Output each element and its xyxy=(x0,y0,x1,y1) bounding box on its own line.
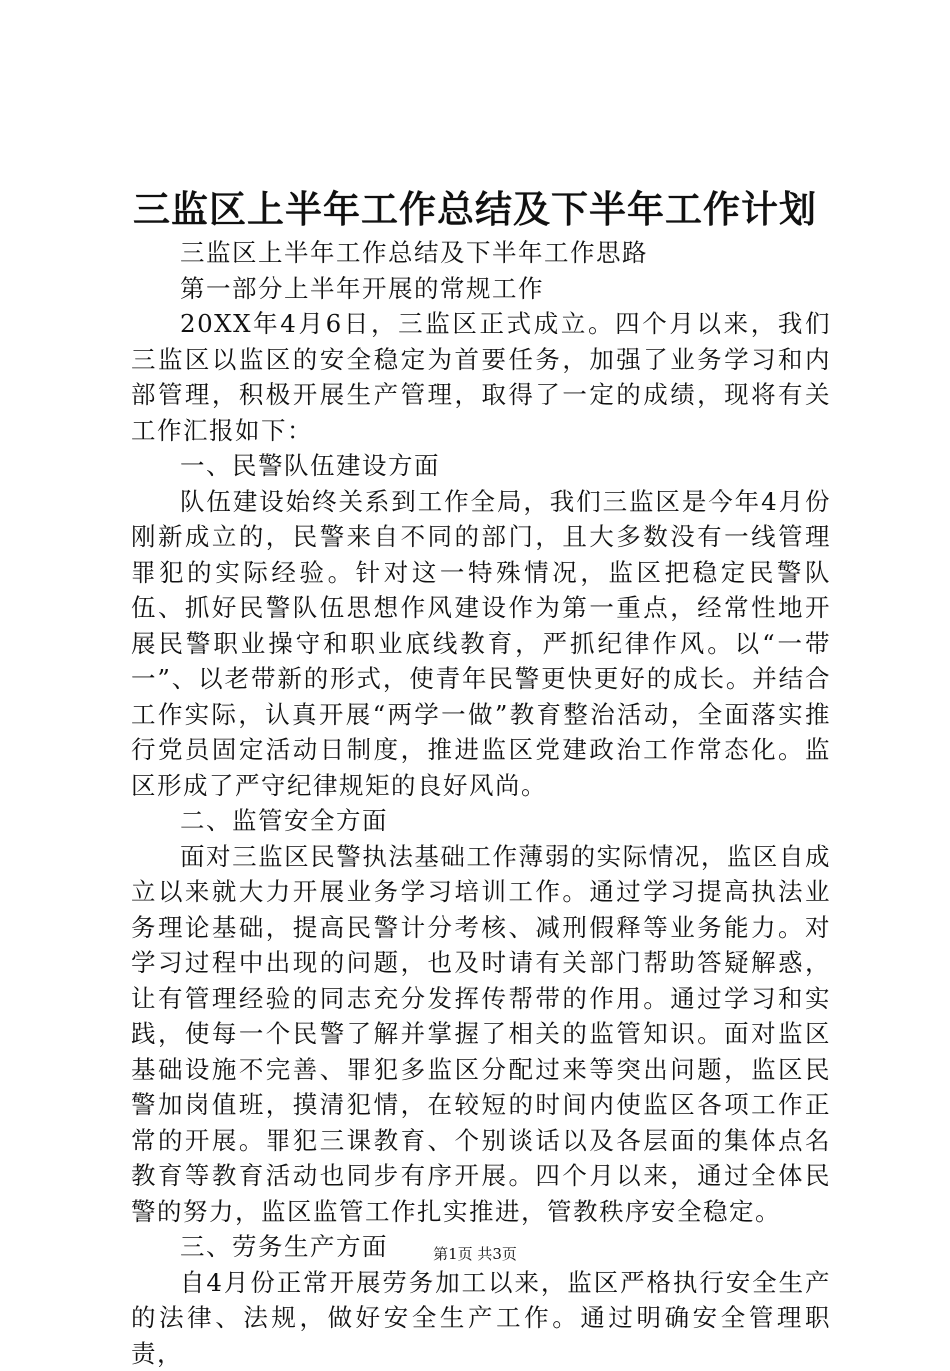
intro-paragraph: 20XX年4月6日，三监区正式成立。四个月以来，我们三监区以监区的安全稳定为首要任务，加强了业务学习和内部管理，积极开展生产管理，取得了一定的成绩，现将有关工作汇报如下： xyxy=(131,306,831,448)
document-body xyxy=(131,235,831,1371)
subtitle-paragraph: 三监区上半年工作总结及下半年工作思路 xyxy=(131,235,831,271)
section-paragraph-1: 队伍建设始终关系到工作全局，我们三监区是今年4月份刚新成立的，民警来自不同的部门，且大多数没有一线管理罪犯的实际经验。针对这一特殊情况，监区把稳定民警队伍、抓好民警队伍思想作风建设作为第一重点，经常性地开展民警职业操守和职业底线教育，严抓纪律作风。以“一带一”、以老带新的形式，使青年民警更快更好的成长。并结合工作实际，认真开展“两学一做”教育整治活动，全面落实推行党员固定活动日制度，推进监区党建政治工作常态化。监区形成了严守纪律规矩的良好风尚。 xyxy=(131,484,831,804)
document-title: 三监区上半年工作总结及下半年工作计划 xyxy=(0,184,950,234)
page-footer: 第1页 共3页 xyxy=(0,1244,950,1264)
section-heading-3: 三、劳务生产方面 xyxy=(131,1229,831,1265)
section-heading-2: 二、监管安全方面 xyxy=(131,803,831,839)
section-heading-1: 一、民警队伍建设方面 xyxy=(131,448,831,484)
section-paragraph-3: 自4月份正常开展劳务加工以来，监区严格执行安全生产的法律、法规，做好安全生产工作。通过明确安全管理职责， xyxy=(131,1265,831,1371)
section-paragraph-2: 面对三监区民警执法基础工作薄弱的实际情况，监区自成立以来就大力开展业务学习培训工作。通过学习提高执法业务理论基础，提高民警计分考核、减刑假释等业务能力。对学习过程中出现的问题，也及时请有关部门帮助答疑解惑，让有管理经验的同志充分发挥传帮带的作用。通过学习和实践，使每一个民警了解并掌握了相关的监管知识。面对监区基础设施不完善、罪犯多监区分配过来等突出问题，监区民警加岗值班，摸清犯情，在较短的时间内使监区各项工作正常的开展。罪犯三课教育、个别谈话以及各层面的集体点名教育等教育活动也同步有序开展。四个月以来，通过全体民警的努力，监区监管工作扎实推进，管教秩序安全稳定。 xyxy=(131,839,831,1230)
section-part-heading: 第一部分上半年开展的常规工作 xyxy=(131,271,831,307)
